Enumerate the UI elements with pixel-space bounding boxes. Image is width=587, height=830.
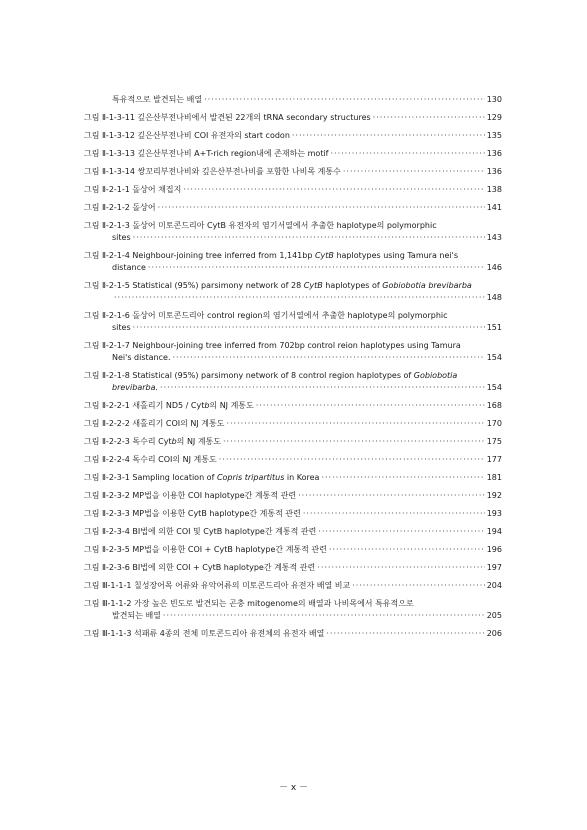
page-number: 151 <box>486 323 502 332</box>
italic-species-name: Gobiobotia brevibarba <box>382 281 472 290</box>
dot-leader <box>317 562 484 574</box>
page-number: 148 <box>486 293 502 302</box>
toc-entry-title-continued: brevibarba. <box>112 383 159 392</box>
table-of-figures <box>84 94 502 646</box>
toc-entry <box>84 340 502 364</box>
dot-leader <box>331 148 485 160</box>
toc-entry <box>84 310 502 334</box>
toc-entry-title: 그림 Ⅱ-2-2-4 독수리 COI의 NJ 계통도 <box>84 455 217 464</box>
dot-leader <box>219 454 485 466</box>
toc-entry-title: 그림 Ⅲ-1-1-1 칠성장어목 어류와 유악어류의 미토콘드리아 유전자 배열 비교 <box>84 581 351 590</box>
dot-leader <box>303 508 485 520</box>
page-number: 136 <box>486 149 502 158</box>
toc-entry-title: 그림 Ⅱ-2-3-1 Sampling location of Copris tripartitus in Korea <box>84 473 320 482</box>
toc-entry <box>84 418 502 430</box>
dot-leader <box>163 610 485 622</box>
page-number: 143 <box>486 233 502 242</box>
toc-entry-title: 그림 Ⅱ-2-3-5 MP법을 이용한 COI + CytB haplotype간 계통적 관련 <box>84 545 327 554</box>
dot-leader <box>183 184 484 196</box>
toc-entry-title-continued: distance <box>112 263 146 272</box>
dot-leader <box>158 202 485 214</box>
dot-leader <box>114 292 485 304</box>
page-number: 181 <box>486 473 502 482</box>
toc-entry <box>84 454 502 466</box>
dot-leader <box>223 436 485 448</box>
toc-entry-title: 그림 Ⅱ-2-3-4 BI법에 의한 COI 및 CytB haplotype간 계통적 관련 <box>84 527 317 536</box>
toc-entry <box>84 526 502 538</box>
toc-entry <box>84 280 502 304</box>
page-number: 194 <box>486 527 502 536</box>
page-number: 130 <box>486 95 502 104</box>
dot-leader <box>326 628 484 640</box>
page-number: 197 <box>486 563 502 572</box>
page-number: 204 <box>486 581 502 590</box>
toc-entry <box>84 598 502 622</box>
toc-entry <box>84 436 502 448</box>
toc-entry <box>84 562 502 574</box>
toc-entry <box>84 130 502 142</box>
toc-entry-title: 그림 Ⅱ-2-1-3 돌상어 미토콘드리아 CytB 유전자의 염기서열에서 추출한 haplotype의 polymorphic <box>84 221 437 230</box>
page-number: 154 <box>486 353 502 362</box>
dot-leader <box>226 418 484 430</box>
page-number: 141 <box>486 203 502 212</box>
toc-entry-title: 특유적으로 발견되는 배열 <box>112 95 203 104</box>
page-number: 135 <box>486 131 502 140</box>
toc-entry-title: 그림 Ⅱ-2-2-1 새홀리기 ND5 / Cytb의 NJ 계통도 <box>84 401 254 410</box>
dot-leader <box>298 490 485 502</box>
dot-leader <box>352 580 485 592</box>
page-number: 154 <box>486 383 502 392</box>
page-number: 138 <box>486 185 502 194</box>
toc-entry <box>84 628 502 640</box>
toc-entry <box>84 490 502 502</box>
toc-entry <box>84 220 502 244</box>
toc-entry <box>84 166 502 178</box>
toc-entry <box>84 400 502 412</box>
toc-entry-title: 그림 Ⅲ-1-1-2 가장 높은 빈도로 발견되는 곤충 mitogenome의 배열과 나비목에서 특유적으로 <box>84 599 414 608</box>
dot-leader <box>256 400 485 412</box>
page-number: 168 <box>486 401 502 410</box>
toc-entry-title: 그림 Ⅱ-1-3-11 깊은산부전나비에서 발견된 22개의 tRNA secondary structures <box>84 113 371 122</box>
toc-entry-title: 그림 Ⅱ-2-1-5 Statistical (95%) parsimony network of 28 CytB haplotypes of Gobiobotia brevibarba <box>84 281 472 290</box>
toc-entry <box>84 472 502 484</box>
toc-entry-title-continued: sites <box>112 233 131 242</box>
dot-leader <box>321 472 484 484</box>
toc-entry-title: 그림 Ⅱ-2-1-7 Neighbour-joining tree inferred from 702bp control reion haplotypes using Tamura <box>84 341 461 350</box>
dot-leader <box>148 262 485 274</box>
page-number: 170 <box>486 419 502 428</box>
page-number: 205 <box>486 611 502 620</box>
italic-gene-name: CytB <box>303 281 323 290</box>
toc-entry-title: 그림 Ⅱ-2-1-2 돌상어 <box>84 203 156 212</box>
toc-entry-title: 그림 Ⅱ-1-3-12 깊은산부전나비 COI 유전자의 start codon <box>84 131 290 140</box>
page-number: 206 <box>486 629 502 638</box>
toc-entry <box>84 94 502 106</box>
toc-entry-title-continued: sites <box>112 323 131 332</box>
toc-entry-title: 그림 Ⅱ-2-1-6 돌상어 미토콘드리아 control region의 염기서열에서 추출한 haplotype의 polymorphic <box>84 311 448 320</box>
toc-entry-title: 그림 Ⅱ-1-3-13 깊은산부전나비 A+T-rich region내에 존재하는 motif <box>84 149 329 158</box>
toc-entry-title-continued: Nei's distance. <box>112 353 171 362</box>
toc-entry <box>84 544 502 556</box>
toc-entry-title-continued: 발견되는 배열 <box>112 611 161 620</box>
toc-entry <box>84 580 502 592</box>
page-footer-number: － x － <box>278 783 309 793</box>
toc-entry-title: 그림 Ⅲ-1-1-3 석패류 4종의 전체 미토콘드리아 유전체의 유전자 배열 <box>84 629 325 638</box>
page-number: 146 <box>486 263 502 272</box>
italic-gene-name: CytB <box>314 251 334 260</box>
dot-leader <box>172 352 484 364</box>
toc-entry-title: 그림 Ⅱ-2-3-2 MP법을 이용한 COI haplotype간 계통적 관련 <box>84 491 297 500</box>
dot-leader <box>373 112 485 124</box>
page-number: 192 <box>486 491 502 500</box>
toc-entry <box>84 370 502 394</box>
page-number: 175 <box>486 437 502 446</box>
dot-leader <box>318 526 484 538</box>
dot-leader <box>292 130 485 142</box>
toc-entry-title: 그림 Ⅱ-2-2-3 독수리 Cytb의 NJ 계통도 <box>84 437 222 446</box>
dot-leader <box>160 382 485 394</box>
dot-leader <box>343 166 485 178</box>
italic-species-name: Gobiobotia <box>413 371 458 380</box>
dot-leader <box>204 94 485 106</box>
toc-entry <box>84 148 502 160</box>
toc-entry-title: 그림 Ⅱ-1-3-14 쌍꼬리부전나비와 깊은산부전나비를 포함한 나비목 계통수 <box>84 167 341 176</box>
dot-leader <box>329 544 485 556</box>
toc-entry-title: 그림 Ⅱ-2-1-4 Neighbour-joining tree inferred from 1,141bp CytB haplotypes using Tamura nei's <box>84 251 458 260</box>
toc-entry-title: 그림 Ⅱ-2-2-2 새홀리기 COI의 NJ 계통도 <box>84 419 225 428</box>
page-number: 136 <box>486 167 502 176</box>
page-number: 196 <box>486 545 502 554</box>
toc-entry <box>84 184 502 196</box>
dot-leader <box>133 322 485 334</box>
toc-entry <box>84 112 502 124</box>
page-number: 193 <box>486 509 502 518</box>
toc-entry <box>84 508 502 520</box>
page-number: 129 <box>486 113 502 122</box>
toc-entry-title: 그림 Ⅱ-2-1-1 돌상어 채집지 <box>84 185 182 194</box>
dot-leader <box>133 232 485 244</box>
toc-entry <box>84 250 502 274</box>
page-number: 177 <box>486 455 502 464</box>
toc-entry-title: 그림 Ⅱ-2-3-3 MP법을 이용한 CytB haplotype간 계통적 관련 <box>84 509 301 518</box>
toc-entry-title: 그림 Ⅱ-2-1-8 Statistical (95%) parsimony network of 8 control region haplotypes of Gobiobotia <box>84 371 458 380</box>
toc-entry-title: 그림 Ⅱ-2-3-6 BI법에 의한 COI + CytB haplotype간 계통적 관련 <box>84 563 316 572</box>
toc-entry <box>84 202 502 214</box>
